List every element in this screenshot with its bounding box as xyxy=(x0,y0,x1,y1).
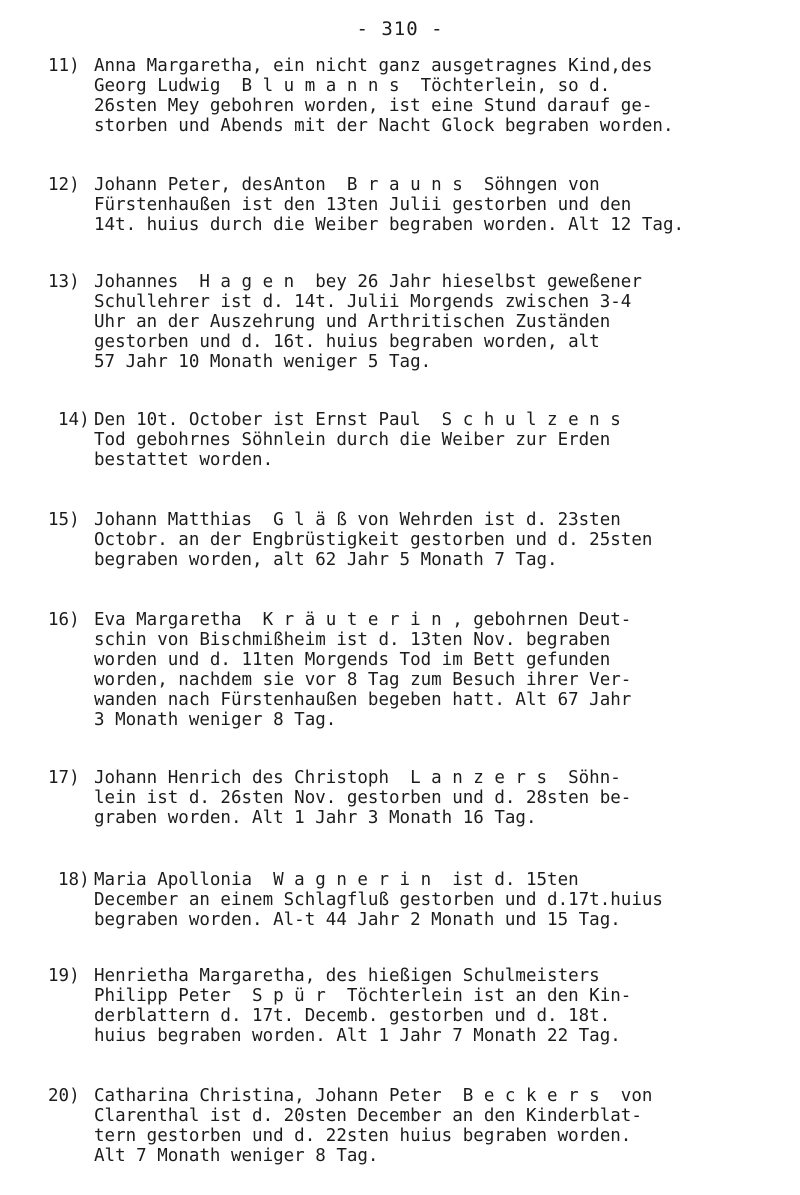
entry-number: 16) xyxy=(48,610,80,630)
entry-line: gestorben und d. 16t. huius begraben worden, alt xyxy=(94,332,600,352)
entry-line: lein ist d. 26sten Nov. gestorben und d. 28sten be- xyxy=(94,788,632,808)
entry-line: wanden nach Fürstenhaußen begeben hatt. Alt 67 Jahr xyxy=(94,690,632,710)
entry-line: Catharina Christina, Johann Peter B e c k e r s von xyxy=(94,1086,653,1106)
entry-line: 26sten Mey gebohren worden, ist eine Stund darauf ge- xyxy=(94,96,653,116)
entry-text xyxy=(94,410,621,470)
page-number: - 310 - xyxy=(356,18,444,40)
entry-line: schin von Bischmißheim ist d. 13ten Nov. begraben xyxy=(94,630,611,650)
entry-line: graben worden. Alt 1 Jahr 3 Monath 16 Tag. xyxy=(94,808,537,828)
entry-text xyxy=(94,175,684,235)
entry-text xyxy=(94,870,663,930)
entry-line: Johann Matthias G l ä ß von Wehrden ist d. 23sten xyxy=(94,510,621,530)
entry-line: Philipp Peter S p ü r Töchterlein ist an den Kin- xyxy=(94,986,632,1006)
entry-line: December an einem Schlagfluß gestorben und d.17t.huius xyxy=(94,890,663,910)
entry-number: 15) xyxy=(48,510,80,530)
entry-number: 11) xyxy=(48,56,80,76)
entry-number: 17) xyxy=(48,768,80,788)
entry-line: begraben worden, alt 62 Jahr 5 Monath 7 Tag. xyxy=(94,550,558,570)
entry-line: begraben worden. Al-t 44 Jahr 2 Monath und 15 Tag. xyxy=(94,910,621,930)
entry-line: Henrietha Margaretha, des hießigen Schulmeisters xyxy=(94,966,600,986)
entry-line: Fürstenhaußen ist den 13ten Julii gestorben und den xyxy=(94,195,632,215)
entry-line: Johann Henrich des Christoph L a n z e r s Söhn- xyxy=(94,768,621,788)
entry-line: bestattet worden. xyxy=(94,450,274,470)
entry-line: Johannes H a g e n bey 26 Jahr hieselbst geweßener xyxy=(94,272,642,292)
entry-line: derblattern d. 17t. Decemb. gestorben und d. 18t. xyxy=(94,1006,611,1026)
entry-line: Schullehrer ist d. 14t. Julii Morgends zwischen 3-4 xyxy=(94,292,632,312)
entry-line: Octobr. an der Engbrüstigkeit gestorben und d. 25sten xyxy=(94,530,653,550)
entry-number: 12) xyxy=(48,175,80,195)
entry-line: worden, nachdem sie vor 8 Tag zum Besuch ihrer Ver- xyxy=(94,670,632,690)
entry-line: tern gestorben und d. 22sten huius begraben worden. xyxy=(94,1126,632,1146)
entry-number: 13) xyxy=(48,272,80,292)
entry-line: 14t. huius durch die Weiber begraben worden. Alt 12 Tag. xyxy=(94,215,685,235)
entry-line: Georg Ludwig B l u m a n n s Töchterlein, so d. xyxy=(94,76,611,96)
entry-text xyxy=(94,56,673,136)
entry-line: huius begraben worden. Alt 1 Jahr 7 Monath 22 Tag. xyxy=(94,1026,621,1046)
entry-line: Maria Apollonia W a g n e r i n ist d. 15ten xyxy=(94,870,579,890)
entry-line: worden und d. 11ten Morgends Tod im Bett gefunden xyxy=(94,650,611,670)
entry-text xyxy=(94,768,631,828)
entry-line: storben und Abends mit der Nacht Glock begraben worden. xyxy=(94,116,674,136)
entry-number: 19) xyxy=(48,966,80,986)
entry-line: Anna Margaretha, ein nicht ganz ausgetragnes Kind,des xyxy=(94,56,653,76)
entry-line: Clarenthal ist d. 20sten December an den Kinderblat- xyxy=(94,1106,642,1126)
entry-number: 20) xyxy=(48,1086,80,1106)
entry-text xyxy=(94,272,642,372)
entry-number: 18) xyxy=(58,870,90,890)
entry-line: Den 10t. October ist Ernst Paul S c h u l z e n s xyxy=(94,410,621,430)
entry-text xyxy=(94,610,631,730)
entry-line: 3 Monath weniger 8 Tag. xyxy=(94,710,337,730)
entry-line: Uhr an der Auszehrung und Arthritischen Zuständen xyxy=(94,312,611,332)
entry-line: Johann Peter, desAnton B r a u n s Söhngen von xyxy=(94,175,600,195)
entry-line: Alt 7 Monath weniger 8 Tag. xyxy=(94,1146,379,1166)
entry-line: Tod gebohrnes Söhnlein durch die Weiber zur Erden xyxy=(94,430,611,450)
entry-line: Eva Margaretha K r ä u t e r i n , gebohrnen Deut- xyxy=(94,610,632,630)
entry-number: 14) xyxy=(58,410,90,430)
entry-text xyxy=(94,510,652,570)
entry-line: 57 Jahr 10 Monath weniger 5 Tag. xyxy=(94,352,432,372)
entry-text xyxy=(94,966,631,1046)
entry-text xyxy=(94,1086,652,1166)
